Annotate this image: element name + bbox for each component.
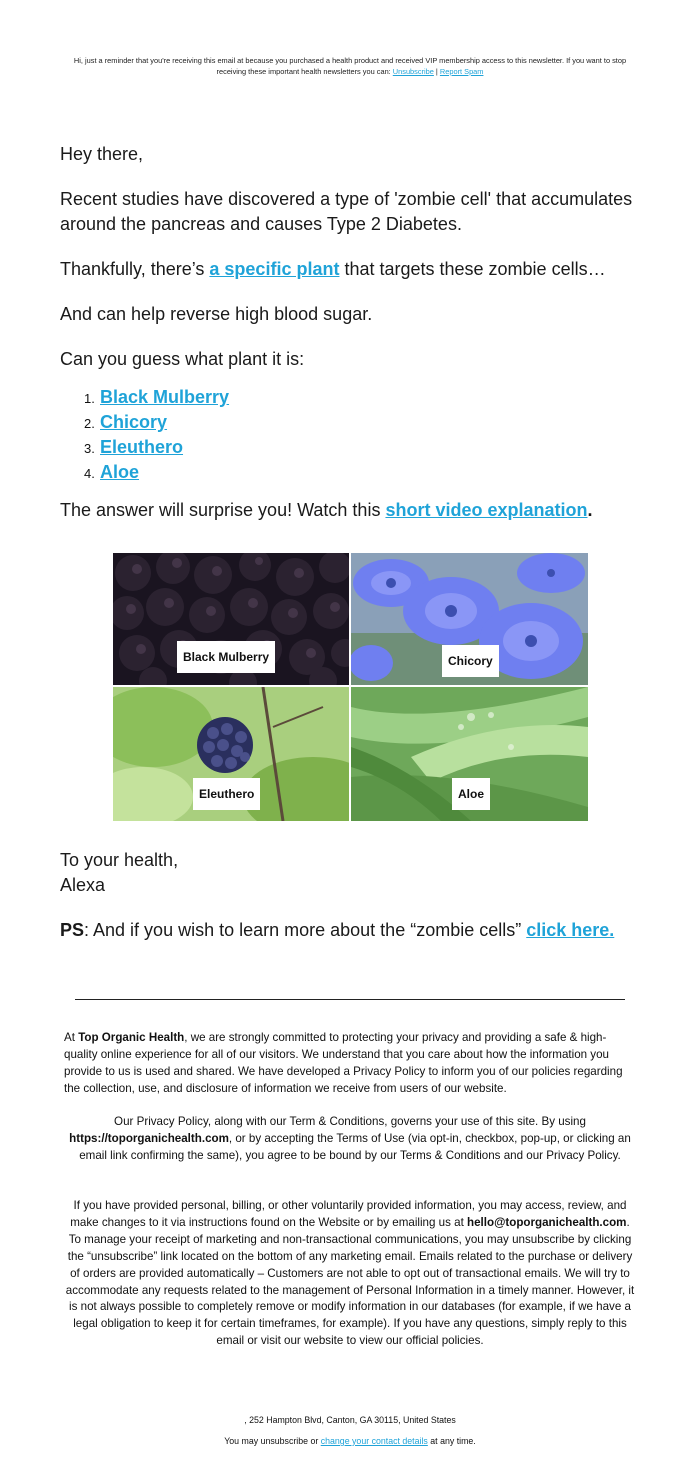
greeting: Hey there, xyxy=(60,144,144,164)
chicory-tag: Chicory xyxy=(442,645,499,677)
eleuthero-tag: Eleuthero xyxy=(193,778,260,810)
list-number: 4. xyxy=(84,466,95,481)
reverse-paragraph: And can help reverse high blood sugar. xyxy=(60,304,373,324)
plant-link-chicory[interactable]: Chicory xyxy=(100,412,168,432)
plant-link-aloe[interactable]: Aloe xyxy=(100,462,140,482)
list-item xyxy=(84,385,229,410)
change-contact-details-link[interactable]: change your contact details xyxy=(320,1436,428,1446)
mulberry-tag: Black Mulberry xyxy=(177,641,275,673)
plant-list xyxy=(84,385,229,485)
footer-privacy-paragraph xyxy=(64,1030,636,1098)
ps-label: PS xyxy=(60,920,85,940)
list-item xyxy=(84,460,229,485)
top-notice xyxy=(60,55,640,77)
plant-link-black-mulberry[interactable]: Black Mulberry xyxy=(100,387,230,407)
aloe-image[interactable] xyxy=(351,687,588,821)
footer-info-paragraph xyxy=(64,1198,636,1350)
mulberry-image[interactable] xyxy=(113,553,349,685)
eleuthero-image[interactable] xyxy=(113,687,349,821)
list-item xyxy=(84,410,229,435)
postal-address: , 252 Hampton Blvd, Canton, GA 30115, United States xyxy=(244,1415,456,1425)
chicory-image[interactable] xyxy=(351,553,588,685)
f3-pre: If you have provided personal, billing, or other voluntarily provided information, you may access, review, and make changes to it via instructions found on the Website or by emailing us at xyxy=(70,1199,627,1229)
f2-pre: Our Privacy Policy, along with our Term & Conditions, governs your use of this site. By using xyxy=(114,1115,586,1128)
f3-post: . To manage your receipt of marketing and non-transactional communications, you may unsubscribe by clicking the “unsubscribe” link located on the bottom of any marketing email. Emails related to the purchase or delivery of orders are provided automatically – Customers are not able to opt out of transactional emails. We will try to accommodate any requests related to the management of Personal Information in a timely manner. However, it is not always possible to completely remove or modify information in our databases (for example, if we have a legal obligation to keep it for certain timeframes, for example). If you have any questions, simply reply to this email or visit our website to view our official policies. xyxy=(65,1215,635,1348)
signoff-line1: To your health, xyxy=(60,850,179,870)
list-number: 1. xyxy=(84,391,95,406)
ps-paragraph xyxy=(60,918,614,943)
ps-text: : And if you wish to learn more about the “zombie cells” xyxy=(84,920,527,940)
plant-image-grid[interactable] xyxy=(113,553,588,821)
zombie-cells-link[interactable]: click here. xyxy=(526,920,615,940)
answer-paragraph xyxy=(60,498,593,523)
video-explanation-link[interactable]: short video explanation xyxy=(385,500,588,520)
list-number: 2. xyxy=(84,416,95,431)
thank-pre: Thankfully, there’s xyxy=(60,259,210,279)
signoff xyxy=(60,848,178,898)
answer-pre: The answer will surprise you! Watch this xyxy=(60,500,386,520)
footer-terms-paragraph xyxy=(64,1114,636,1165)
signoff-line2: Alexa xyxy=(60,875,106,895)
list-number: 3. xyxy=(84,441,95,456)
studies-paragraph: Recent studies have discovered a type of 'zombie cell' that accumulates around the pancreas and causes Type 2 Diabetes. xyxy=(60,189,633,234)
thank-post: that targets these zombie cells… xyxy=(339,259,606,279)
answer-post: . xyxy=(587,500,593,520)
website-url: https://toporganichealth.com xyxy=(69,1131,229,1145)
unsubscribe-link[interactable]: Unsubscribe xyxy=(392,67,434,76)
list-item xyxy=(84,435,229,460)
f1-pre: At xyxy=(64,1031,79,1044)
notice-text: Hi, just a reminder that you're receiving this email at because you purchased a health product and received VIP membership access to this newsletter. If you want to stop receiving these important health newsletters you can: xyxy=(73,56,627,76)
report-spam-link[interactable]: Report Spam xyxy=(439,67,484,76)
guess-paragraph: Can you guess what plant it is: xyxy=(60,349,305,369)
f2-post: , or by accepting the Terms of Use (via opt-in, checkbox, pop-up, or clicking an email link confirming the same), you agree to be bound by our Terms & Conditions and our Privacy Policy. xyxy=(79,1131,631,1162)
aloe-tag: Aloe xyxy=(452,778,490,810)
f1-post: , we are strongly committed to protecting your privacy and providing a safe & high-quality online experience for all of our visitors. We understand that you care about how the information you provide to us is used and shared. We have developed a Privacy Policy to inform you of our policies regarding the collection, use, and disclosure of information we receive from users of our website. xyxy=(64,1031,623,1095)
plant-link-eleuthero[interactable]: Eleuthero xyxy=(100,437,184,457)
footer-divider xyxy=(75,999,625,1000)
unsubscribe-line xyxy=(0,1436,700,1446)
contact-email: hello@toporganichealth.com xyxy=(467,1215,627,1229)
specific-plant-link[interactable]: a specific plant xyxy=(209,259,340,279)
brand-name: Top Organic Health xyxy=(78,1031,185,1044)
notice-separator: | xyxy=(433,67,440,76)
unsub-pre: You may unsubscribe or xyxy=(224,1436,321,1446)
thankfully-paragraph xyxy=(60,257,606,282)
unsub-post: at any time. xyxy=(427,1436,476,1446)
